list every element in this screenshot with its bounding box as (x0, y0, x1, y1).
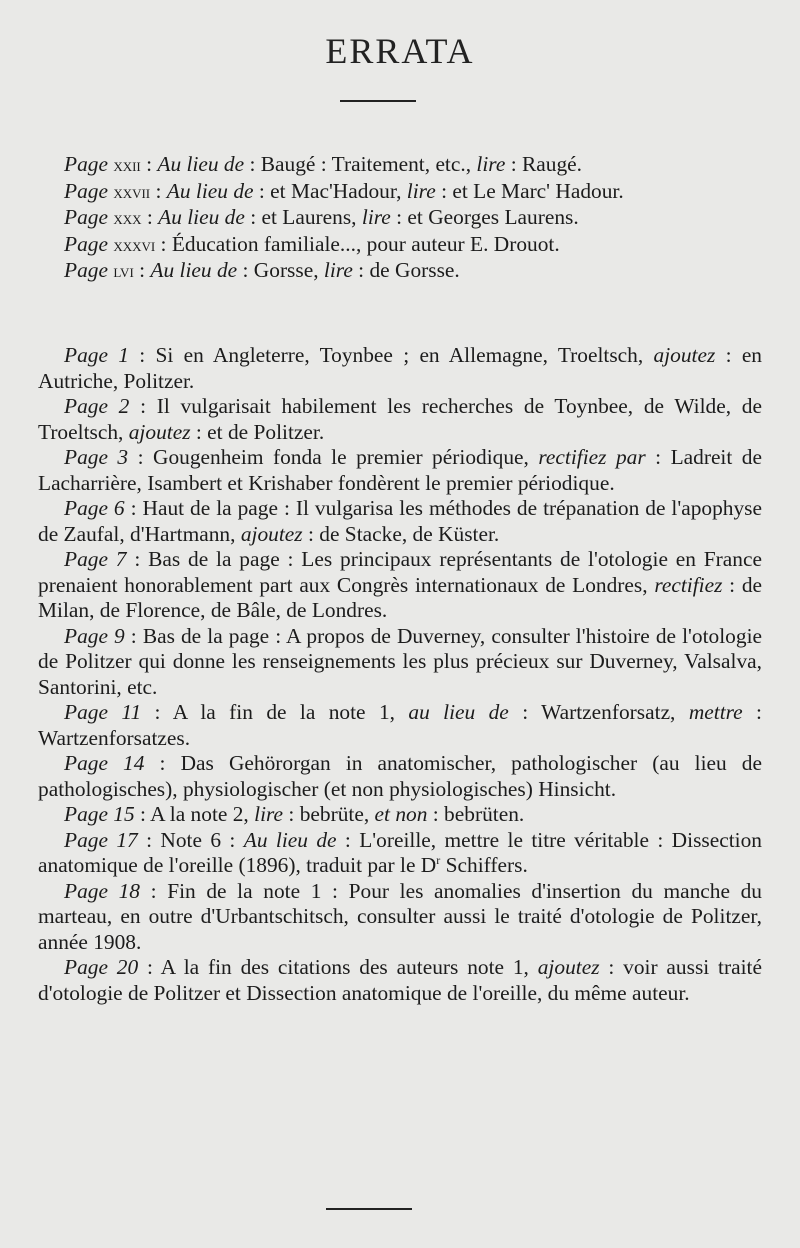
instruction-text: Au lieu de (166, 178, 254, 203)
errata-entry (38, 445, 762, 496)
correction-text: : Si en Angleterre, Toynbee ; en Allemagne, Troeltsch, (128, 343, 654, 367)
footer-divider (326, 1208, 412, 1210)
correction-text: : et Mac'Hadour, (253, 178, 407, 203)
page-label: Page 11 (64, 700, 142, 724)
errata-entry (38, 258, 762, 285)
page-label: Page 20 (64, 955, 139, 979)
correction-text: : Bas de la page : Les principaux représentants de l'otologie en France prenaient honorablement part aux Congrès internationaux de Londres, (38, 547, 762, 597)
instruction-text: ajoutez (653, 343, 716, 367)
separator: : (150, 178, 167, 203)
page-label: Page 3 (64, 445, 129, 469)
correction-text: : de Milan, de Florence, de Bâle, de Londres. (38, 572, 763, 622)
correction-text: : de Gorsse. (352, 258, 460, 282)
correction-text: : de Stacke, de Küster. (302, 521, 500, 546)
instruction-text: rectifiez (654, 572, 723, 597)
correction-text: Éducation familiale..., pour auteur E. Drouot. (171, 231, 560, 256)
correction-text: : A la fin de la note 1, (141, 700, 409, 724)
errata-entry (38, 751, 762, 802)
title-divider (340, 100, 416, 102)
page-label: Page (64, 152, 108, 176)
instruction-text: Au lieu de (243, 827, 337, 852)
instruction-text: lire (361, 205, 391, 229)
page-label: Page 6 (64, 496, 125, 520)
arabic-errata-list (38, 343, 762, 1006)
roman-errata-list (38, 152, 762, 285)
correction-text: : Bas de la page : A propos de Duverney, consulter l'histoire de l'otologie de Politzer qui donne les renseignements les plus précieux sur Duverney, Valsalva, Santorini, etc. (38, 623, 763, 699)
correction-text: : Wartzenforsatz, (508, 700, 689, 724)
instruction-text: mettre (688, 700, 743, 724)
superscript: r (436, 852, 441, 867)
errata-entry (38, 496, 762, 547)
errata-entry (38, 700, 762, 751)
errata-entry (38, 232, 762, 259)
page-label: Page 7 (64, 547, 127, 571)
correction-text: : bebrüten. (427, 802, 525, 826)
errata-entry (38, 802, 762, 828)
errata-entry (38, 955, 762, 1006)
separator: : (140, 152, 158, 176)
page-number: xxx (113, 208, 142, 228)
correction-text: : Gougenheim fonda le premier périodique, (128, 445, 539, 469)
page-number: lvi (113, 261, 134, 281)
separator: : (141, 205, 159, 229)
page-number: xxii (113, 155, 141, 175)
instruction-text: ajoutez (240, 521, 303, 546)
page-label: Page 9 (64, 623, 125, 648)
page-label: Page (64, 205, 108, 229)
correction-text: : Note 6 : (137, 827, 244, 852)
correction-text: : Fin de la note 1 : Pour les anomalies d'insertion du manche du marteau, en outre d'Urbantschitsch, consulter aussi le traité d'otologie de Politzer, année 1908. (38, 878, 762, 954)
page-label: Page 1 (64, 343, 129, 367)
errata-entry (38, 624, 762, 701)
page-label: Page (64, 231, 108, 256)
errata-entry (38, 152, 762, 179)
instruction-text: rectifiez par (538, 445, 646, 469)
instruction-text: ajoutez (128, 419, 191, 444)
errata-entry (38, 828, 762, 879)
instruction-text: Au lieu de (158, 205, 245, 229)
errata-entry (38, 394, 762, 445)
correction-text: : Il vulgarisait habilement les recherches de Toynbee, de Wilde, de Troeltsch, (38, 394, 762, 444)
instruction-text: ajoutez (537, 955, 600, 979)
page-label: Page 14 (64, 751, 145, 775)
page-number: xxxvi (113, 234, 156, 255)
correction-text: Schiffers. (440, 853, 528, 877)
errata-entry (38, 179, 762, 206)
correction-text: : voir aussi traité d'otologie de Politzer et Dissection anatomique de l'oreille, du même auteur. (38, 955, 762, 1005)
correction-text: : A la note 2, (134, 802, 255, 826)
instruction-text: et non (374, 802, 428, 826)
correction-text: : et Le Marc' Hadour. (435, 178, 624, 203)
correction-text: : Haut de la page : Il vulgarisa les méthodes de trépanation de l'apophyse de Zaufal, d'Hartmann, (38, 496, 762, 546)
errata-entry (38, 879, 762, 956)
correction-text: : en Autriche, Politzer. (38, 343, 763, 393)
page-label: Page 18 (64, 878, 140, 903)
separator: : (133, 258, 151, 282)
errata-entry (38, 547, 762, 624)
separator: : (155, 231, 172, 256)
errata-entry (38, 343, 762, 394)
page-label: Page (64, 258, 108, 282)
correction-text: : L'oreille, mettre le titre véritable : Dissection anatomique de l'oreille (1896), traduit par le D (38, 827, 762, 877)
correction-text: : et Georges Laurens. (390, 205, 579, 229)
instruction-text: lire (406, 178, 436, 203)
correction-text: : Wartzenforsatzes. (38, 700, 763, 750)
correction-text: : A la fin des citations des auteurs note 1, (138, 955, 538, 979)
correction-text: : et Laurens, (244, 205, 362, 229)
page-label: Page (64, 178, 108, 203)
correction-text: : Raugé. (505, 152, 582, 176)
correction-text: : Gorsse, (237, 258, 324, 282)
page-title: ERRATA (325, 31, 475, 71)
instruction-text: lire (323, 258, 353, 282)
instruction-text: lire (476, 152, 506, 176)
correction-text: : Ladreit de Lacharrière, Isambert et Krishaber fondèrent le premier périodique. (38, 445, 762, 495)
correction-text: : et de Politzer. (190, 419, 325, 444)
instruction-text: lire (254, 802, 284, 826)
page-label: Page 17 (64, 827, 138, 852)
errata-entry (38, 205, 762, 232)
correction-text: : bebrüte, (283, 802, 375, 826)
instruction-text: au lieu de (408, 700, 509, 724)
correction-text: : Baugé : Traitement, etc., (244, 152, 477, 176)
instruction-text: Au lieu de (157, 152, 245, 176)
instruction-text: Au lieu de (150, 258, 238, 282)
page-label: Page 2 (64, 394, 130, 418)
correction-text: : Das Gehörorgan in anatomischer, pathologischer (au lieu de pathologisches), physiologischer (et non physiologisches) Hinsicht. (38, 751, 762, 801)
page-number: xxvii (113, 181, 151, 202)
page-label: Page 15 (64, 802, 135, 826)
